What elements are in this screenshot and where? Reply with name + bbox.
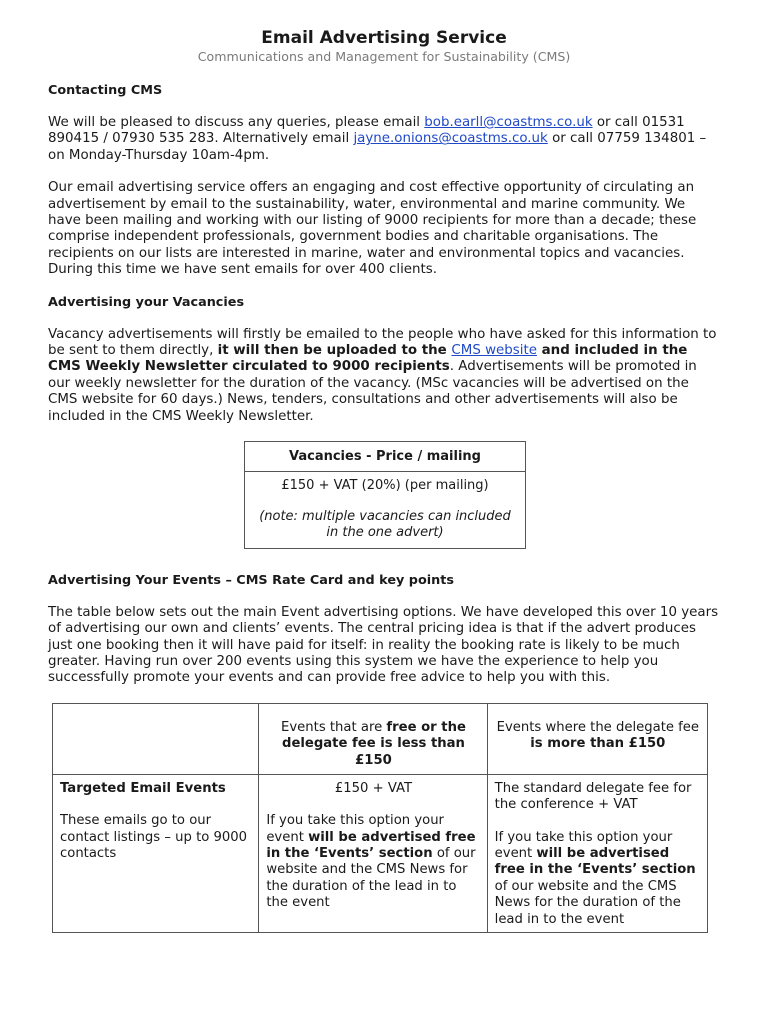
- rate-card-empty-cell: [53, 703, 259, 774]
- vacancy-price: £150 + VAT (20%) (per mailing): [281, 477, 489, 493]
- contact-heading: Contacting CMS: [48, 83, 163, 98]
- events-heading: Advertising Your Events – CMS Rate Card and key points: [48, 572, 454, 588]
- paid-price: The standard delegate fee for the conference + VAT: [494, 780, 692, 813]
- events-intro: The table below sets out the main Event advertising options. We have developed this over 10 years of advertising our own and clients’ events. The central pricing idea is that if the advert produces just one booking then it will have paid for itself: in reality the booking rate is likely to be much greater. Having run over 200 events using this system we have the experience to help you successfully promote your events and can provide free advice to help you with this.: [48, 604, 719, 686]
- contact-paragraph: We will be pleased to discuss any queries, please email bob.earll@coastms.co.uk or call 01531 890415 / 07930 535 283. Alternatively email jayne.onions@coastms.co.uk or call 07759 134801 – on Monday-Thursday 10am-4pm.: [48, 115, 707, 163]
- vacancy-price-table: [244, 441, 526, 549]
- vacancy-price-cell: [245, 471, 526, 548]
- page-title: Email Advertising Service: [261, 28, 507, 48]
- vacancies-paragraph: Vacancy advertisements will firstly be emailed to the people who have asked for this information to be sent to them directly, it will then be uploaded to the CMS website and included in the CMS Weekly Newsletter circulated to 9000 recipients. Advertisements will be promoted in our weekly newsletter for the duration of the vacancy. (MSc vacancies will be advertised on the CMS website for 60 days.) News, tenders, consultations and other advertisements will also be included in the CMS Weekly Newsletter.: [48, 326, 717, 424]
- vacancies-heading: Advertising your Vacancies: [48, 294, 245, 310]
- vacancy-note: (note: multiple vacancies can included in the one advert): [259, 508, 511, 541]
- row-title: Targeted Email Events: [60, 780, 226, 796]
- rate-card-col-paid: Events where the delegate fee is more than £150: [487, 703, 707, 774]
- service-paragraph: Our email advertising service offers an engaging and cost effective opportunity of circulating an advertisement by email to the sustainability, water, environmental and marine community. We have been mailing and working with our listing of 9000 recipients for more than a decade; these comprise independent professionals, government bodies and charitable organisations. The recipients on our lists are interested in marine, water and environmental topics and vacancies. During this time we have sent emails for over 400 clients.: [48, 180, 697, 278]
- free-price: £150 + VAT: [334, 780, 413, 796]
- rate-card-paid-cell: The standard delegate fee for the conference + VAT If you take this option your event will be advertised free in the ‘Events’ section of our website and the CMS News for the duration of the lead in to the event: [487, 774, 707, 932]
- rate-card-table: [52, 703, 708, 933]
- email-link-jayne[interactable]: jayne.onions@coastms.co.uk: [353, 131, 548, 147]
- row-description: These emails go to our contact listings – up to 9000 contacts: [60, 813, 248, 861]
- email-link-bob[interactable]: bob.earll@coastms.co.uk: [424, 115, 593, 130]
- rate-card-free-cell: £150 + VAT If you take this option your event will be advertised free in the ‘Events’ section of our website and the CMS News for the duration of the lead in to the event: [259, 774, 487, 932]
- rate-card-col-free: Events that are free or the delegate fee is less than £150: [259, 703, 487, 774]
- rate-card-row-label: [53, 774, 259, 932]
- document-page: [48, 28, 720, 933]
- table-row: [53, 774, 708, 932]
- page-subtitle: Communications and Management for Sustainability (CMS): [197, 49, 571, 64]
- rate-card-header-row: [53, 703, 708, 774]
- vacancy-price-header: Vacancies - Price / mailing: [245, 442, 526, 471]
- cms-website-link[interactable]: CMS website: [451, 343, 537, 359]
